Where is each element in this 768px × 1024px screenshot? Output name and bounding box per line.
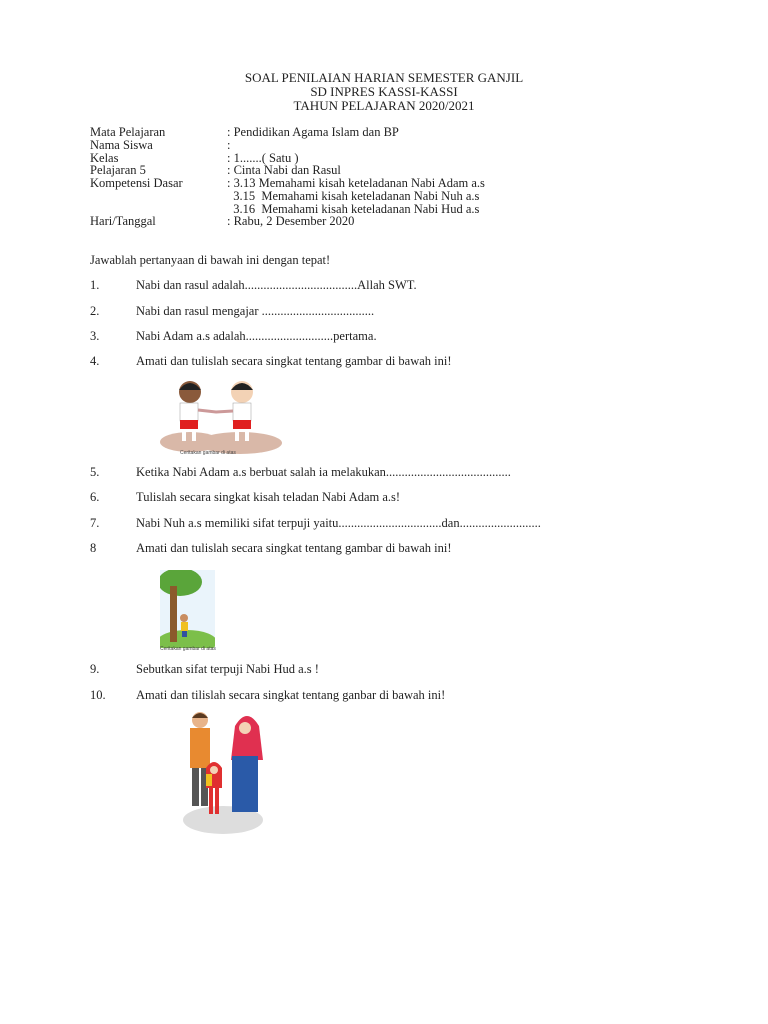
info-value: :: [227, 138, 231, 152]
image-boys-shaking-hands: [140, 378, 310, 462]
info-value: 3.15 Memahami kisah keteladanan Nabi Nuh a.s: [227, 189, 480, 203]
info-value: : 3.13 Memahami kisah keteladanan Nabi Adam a.s: [227, 176, 485, 190]
question-number: 9.: [90, 662, 100, 676]
info-value: 3.16 Memahami kisah keteladanan Nabi Hud a.s: [227, 202, 480, 216]
question-text: Nabi dan rasul mengajar ....................................: [136, 304, 375, 318]
question-text: Nabi Adam a.s adalah............................pertama.: [136, 329, 377, 343]
info-label: Mata Pelajaran: [90, 125, 166, 139]
question-text: Tulislah secara singkat kisah teladan Nabi Adam a.s!: [136, 490, 401, 504]
info-value: : Rabu, 2 Desember 2020: [227, 214, 355, 228]
question-number: 3.: [90, 329, 100, 343]
info-value: : Cinta Nabi dan Rasul: [227, 163, 341, 177]
info-value: : Pendidikan Agama Islam dan BP: [227, 125, 399, 139]
question-text: Ketika Nabi Adam a.s berbuat salah ia melakukan........................................: [136, 465, 511, 479]
image-caption: Ceritakan gambar di atas: [160, 646, 216, 652]
question-number: 8: [90, 541, 97, 555]
question-text: Amati dan tulislah secara singkat tentang gambar di bawah ini!: [136, 354, 452, 368]
info-label: Nama Siswa: [90, 138, 153, 152]
question-text: Amati dan tulislah secara singkat tentang gambar di bawah ini!: [136, 541, 452, 555]
title-line-2: SD INPRES KASSI-KASSI: [310, 84, 458, 99]
question-number: 1.: [90, 278, 100, 292]
question-number: 7.: [90, 516, 100, 530]
question-number: 5.: [90, 465, 100, 479]
info-label: Hari/Tanggal: [90, 214, 156, 228]
title-line-1: SOAL PENILAIAN HARIAN SEMESTER GANJIL: [244, 70, 524, 85]
image-family: [178, 708, 268, 836]
question-text: Amati dan tilislah secara singkat tentang ganbar di bawah ini!: [136, 688, 446, 702]
question-text: Nabi Nuh a.s memiliki sifat terpuji yaitu.................................dan..........................: [136, 516, 541, 530]
info-label: Pelajaran 5: [90, 163, 146, 177]
info-label: Kelas: [90, 151, 119, 165]
question-number: 10.: [90, 688, 106, 702]
question-number: 2.: [90, 304, 100, 318]
title-line-3: TAHUN PELAJARAN 2020/2021: [293, 98, 475, 113]
question-text: Nabi dan rasul adalah....................................Allah SWT.: [136, 278, 417, 292]
question-number: 4.: [90, 354, 100, 368]
image-caption: Ceritakan gambar di atas: [180, 450, 236, 456]
info-value: : 1.......( Satu ): [227, 151, 299, 165]
question-text: Sebutkan sifat terpuji Nabi Hud a.s !: [136, 662, 319, 676]
image-child-under-tree: [160, 570, 215, 655]
info-label: Kompetensi Dasar: [90, 176, 183, 190]
instruction: Jawablah pertanyaan di bawah ini dengan tepat!: [90, 253, 331, 267]
question-number: 6.: [90, 490, 100, 504]
